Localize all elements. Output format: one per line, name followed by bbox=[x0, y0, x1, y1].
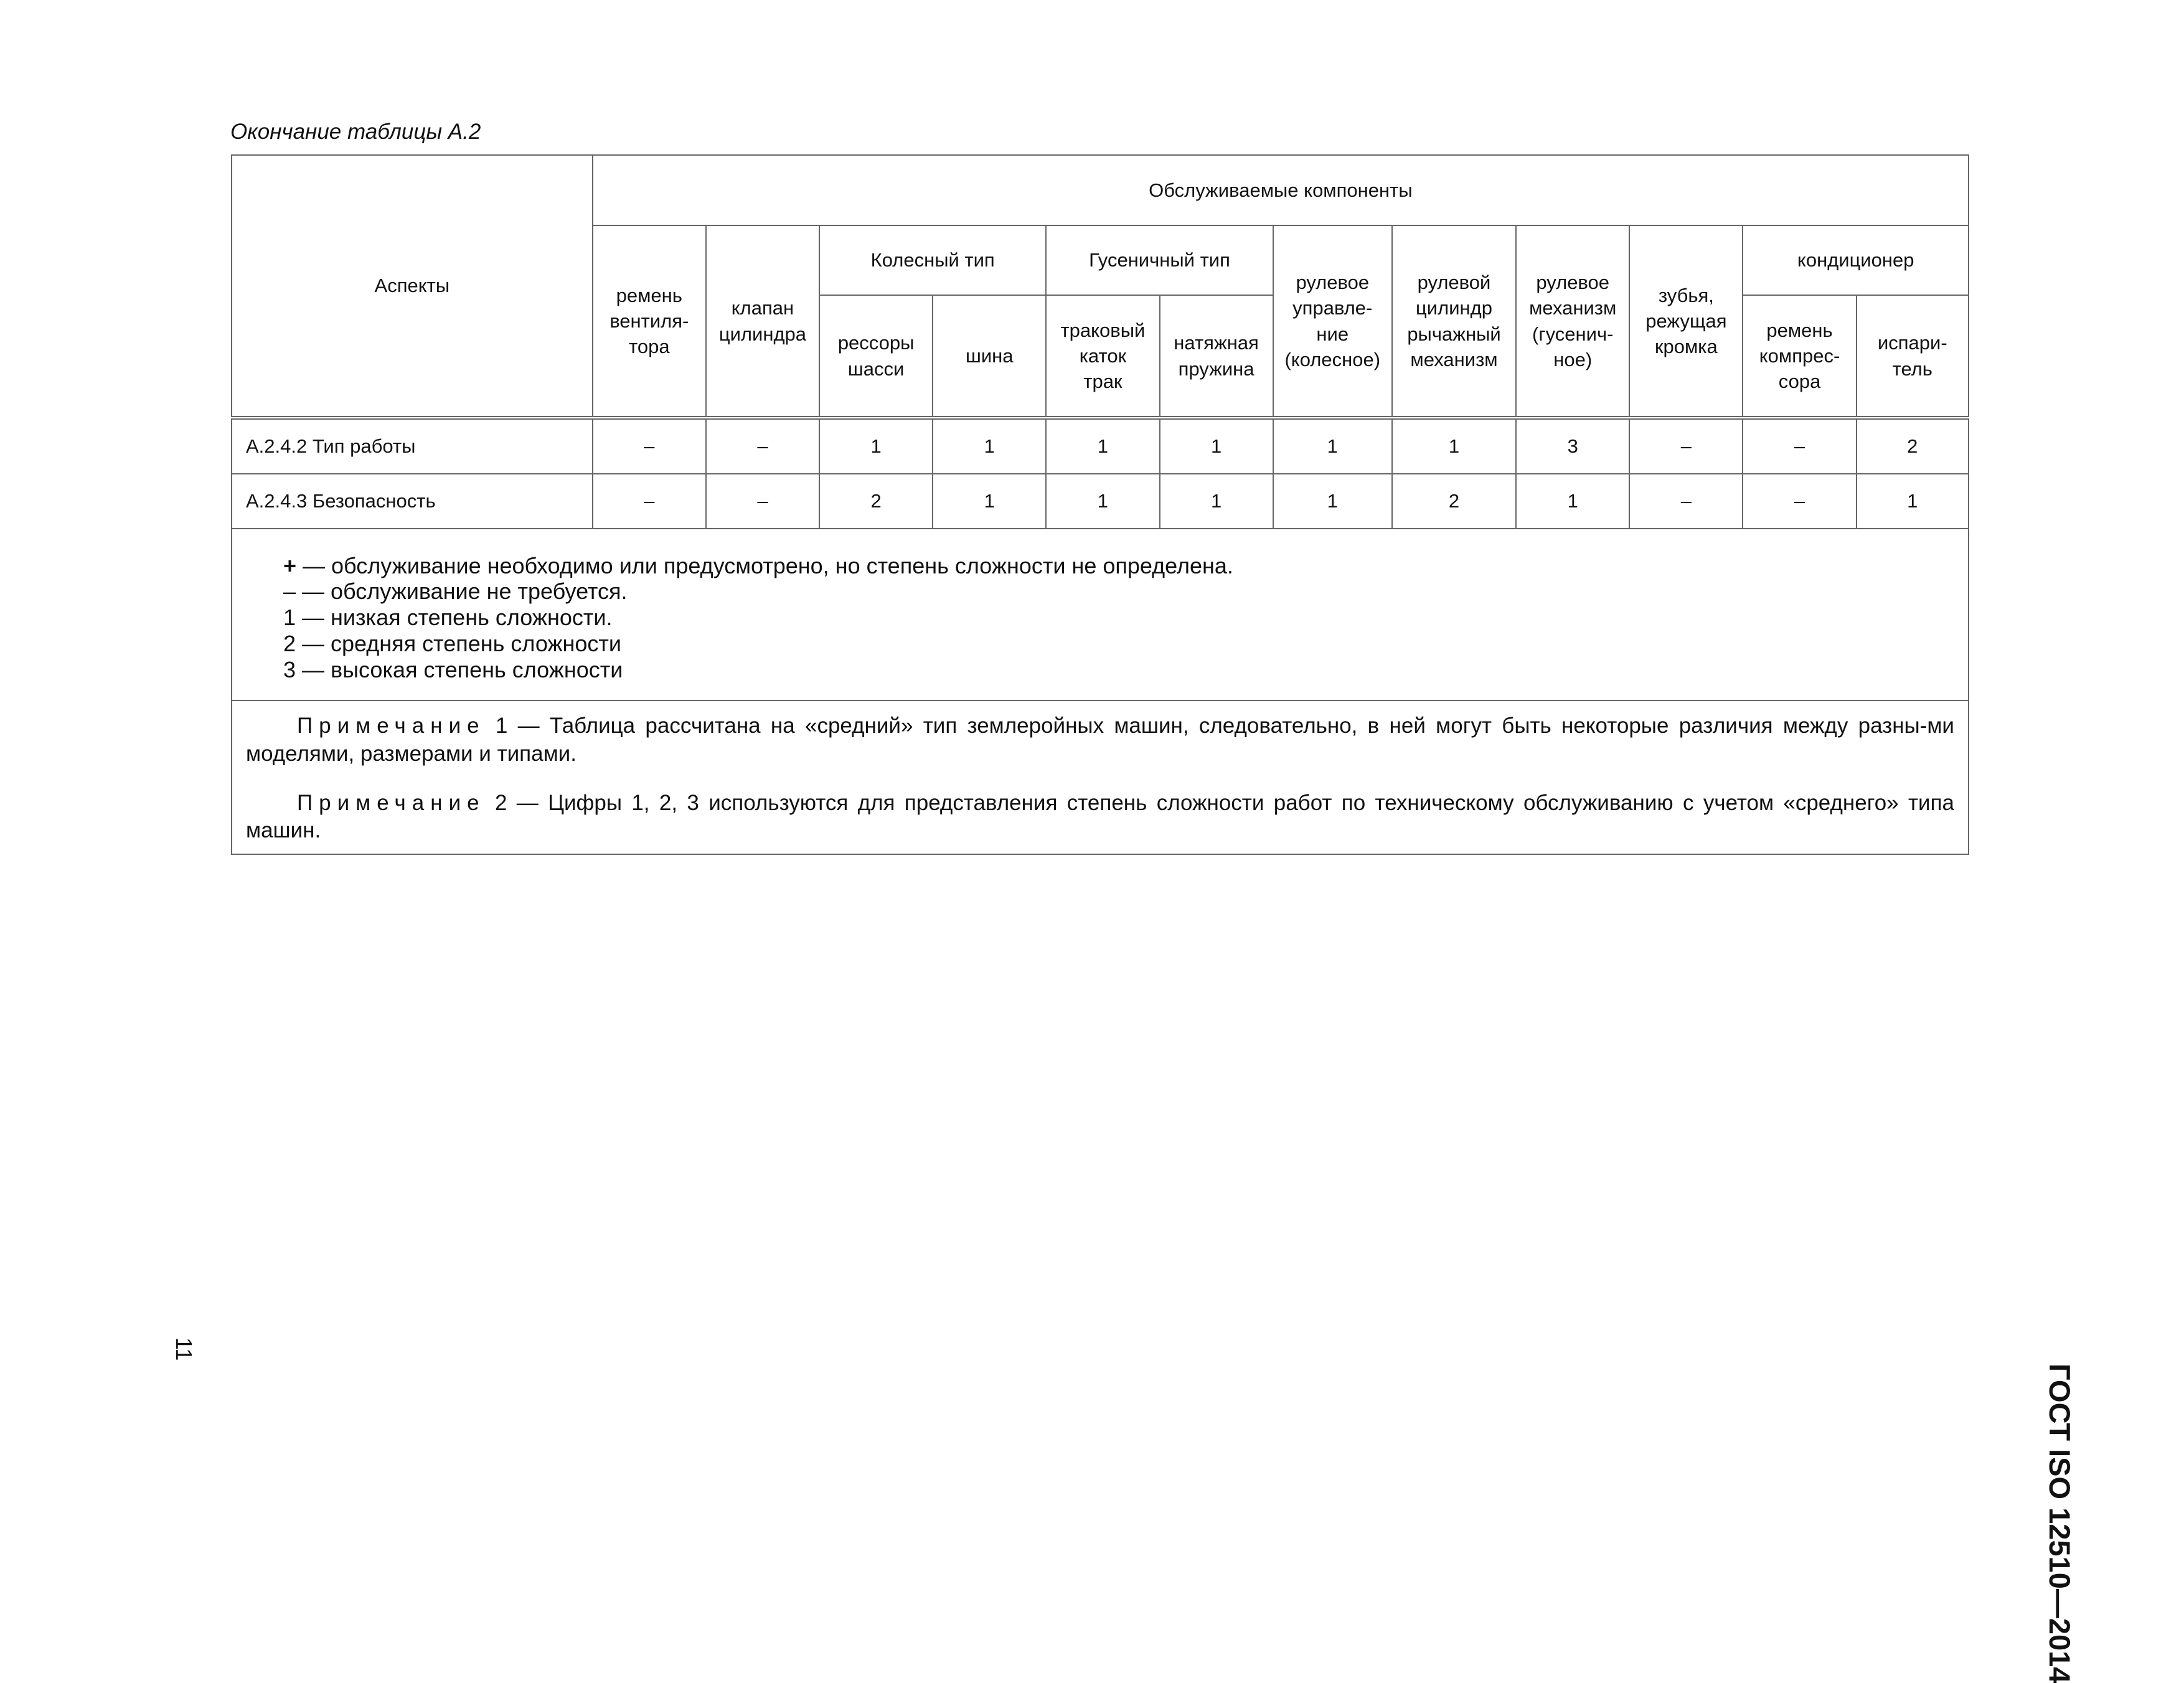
col-chassis-springs: рессоры шасси bbox=[819, 295, 933, 418]
col-cylinder-valve: клапан цилиндра bbox=[706, 225, 819, 418]
legend bbox=[232, 529, 1969, 700]
table-cell: 1 bbox=[1046, 418, 1159, 474]
maintenance-table bbox=[231, 154, 1969, 855]
col-compressor-belt: ремень компрес- сора bbox=[1743, 295, 1856, 418]
table-caption: Окончание таблицы А.2 bbox=[230, 120, 481, 144]
legend-line: 3 — высокая степень сложности bbox=[283, 656, 623, 682]
table-cell: 1 bbox=[1273, 418, 1392, 474]
notes bbox=[232, 700, 1969, 854]
group-wheeled: Колесный тип bbox=[819, 225, 1046, 295]
legend-line: – — обслуживание не требуется. bbox=[283, 578, 628, 605]
table-cell: – bbox=[593, 474, 706, 529]
table-cell: 1 bbox=[1392, 418, 1516, 474]
table-cell: 1 bbox=[1160, 474, 1273, 529]
table-cell: 1 bbox=[933, 474, 1046, 529]
table-cell: 2 bbox=[1857, 418, 1969, 474]
table-cell: – bbox=[706, 418, 819, 474]
table-cell: 1 bbox=[933, 418, 1046, 474]
col-track-roller: траковый каток трак bbox=[1046, 295, 1159, 418]
table-cell: 1 bbox=[819, 418, 933, 474]
table-cell: 1 bbox=[1273, 474, 1392, 529]
page-number: 11 bbox=[171, 1337, 197, 1361]
legend-line: + — обслуживание необходимо или предусмотрено, но степень сложности не определена. bbox=[283, 552, 1233, 578]
row-aspect: А.2.4.2 Тип работы bbox=[232, 418, 593, 474]
table-cell: 3 bbox=[1516, 418, 1629, 474]
col-fan-belt: ремень вентиля- тора bbox=[593, 225, 706, 418]
document-standard-title: ГОСТ ISO 12510—2014 bbox=[2043, 1364, 2076, 1683]
table-cell: 2 bbox=[1392, 474, 1516, 529]
aspects-header: Аспекты bbox=[232, 155, 593, 418]
table-cell: 1 bbox=[1516, 474, 1629, 529]
col-tire: шина bbox=[933, 295, 1046, 418]
note-1: Примечание 1 — Таблица рассчитана на «средний» тип землеройных машин, следовательно, в ней могут быть некоторые различия между разны-ми моделями, размерами и типами. bbox=[246, 714, 1954, 766]
table-cell: 1 bbox=[1160, 418, 1273, 474]
col-steering-wheeled: рулевое управле- ние (колесное) bbox=[1273, 225, 1392, 418]
table-cell: – bbox=[1743, 418, 1856, 474]
col-tension-spring: натяжная пружина bbox=[1160, 295, 1273, 418]
table-cell: 2 bbox=[819, 474, 933, 529]
col-steering-tracked: рулевое механизм (гусенич- ное) bbox=[1516, 225, 1629, 418]
table-cell: 1 bbox=[1046, 474, 1159, 529]
components-header: Обслуживаемые компоненты bbox=[593, 155, 1969, 225]
group-tracked: Гусеничный тип bbox=[1046, 225, 1273, 295]
table-cell: – bbox=[593, 418, 706, 474]
col-evaporator: испари- тель bbox=[1857, 295, 1969, 418]
table-cell: – bbox=[1743, 474, 1856, 529]
note-2: Примечание 2 — Цифры 1, 2, 3 используются для представления степень сложности работ по техническому обслуживанию с учетом «среднего» типа машин. bbox=[246, 790, 1954, 843]
legend-line: 2 — средняя степень сложности bbox=[283, 630, 622, 656]
legend-line: 1 — низкая степень сложности. bbox=[283, 605, 613, 631]
col-steering-cylinder: рулевой цилиндр рычажный механизм bbox=[1392, 225, 1516, 418]
group-aircon: кондиционер bbox=[1743, 225, 1969, 295]
table-row bbox=[232, 474, 1969, 529]
notes-row bbox=[232, 700, 1969, 854]
table-cell: – bbox=[706, 474, 819, 529]
table-cell: – bbox=[1629, 418, 1743, 474]
table-row bbox=[232, 418, 1969, 474]
table-cell: 1 bbox=[1857, 474, 1969, 529]
row-aspect: А.2.4.3 Безопасность bbox=[232, 474, 593, 529]
col-teeth-edge: зубья, режущая кромка bbox=[1629, 225, 1743, 418]
legend-row bbox=[232, 529, 1969, 700]
header-row-components bbox=[232, 155, 1969, 225]
table-cell: – bbox=[1629, 474, 1743, 529]
